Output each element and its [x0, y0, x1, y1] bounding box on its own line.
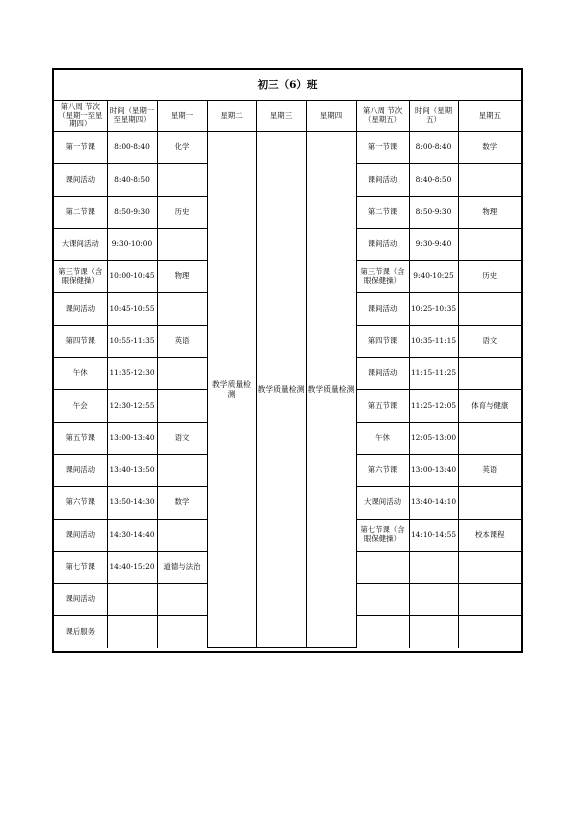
right-period-cell: 课间活动: [356, 293, 409, 325]
monday-cell: 化学: [157, 132, 207, 164]
friday-cell: [458, 228, 521, 260]
left-time-cell: 10:00-10:45: [107, 261, 157, 293]
left-period-cell: 第二节课: [54, 196, 107, 228]
right-time-cell: 9:40-10:25: [409, 261, 458, 293]
friday-cell: [458, 584, 521, 616]
monday-cell: 道德与法治: [157, 551, 207, 583]
friday-cell: [458, 616, 521, 648]
left-time-cell: [107, 616, 157, 648]
right-period-cell: 课间活动: [356, 358, 409, 390]
monday-cell: [157, 454, 207, 486]
timetable: [54, 70, 521, 648]
friday-cell: [458, 422, 521, 454]
right-period-cell: [356, 616, 409, 648]
right-period-cell: 第二节课: [356, 196, 409, 228]
friday-cell: [458, 164, 521, 196]
friday-cell: [458, 487, 521, 519]
left-period-cell: 课间活动: [54, 293, 107, 325]
header-left-period: 第八周 节次（星期一至星期四）: [54, 101, 107, 132]
left-time-cell: 13:00-13:40: [107, 422, 157, 454]
monday-cell: [157, 519, 207, 551]
monday-cell: 物理: [157, 261, 207, 293]
monday-cell: [157, 228, 207, 260]
left-period-cell: 第五节课: [54, 422, 107, 454]
merged-tue-cell: 教学质量检测: [207, 132, 256, 648]
left-period-cell: 课间活动: [54, 164, 107, 196]
left-time-cell: 11:35-12:30: [107, 358, 157, 390]
left-time-cell: 10:55-11:35: [107, 325, 157, 357]
left-period-cell: 第四节课: [54, 325, 107, 357]
left-period-cell: 课间活动: [54, 519, 107, 551]
left-time-cell: 14:40-15:20: [107, 551, 157, 583]
right-period-cell: 第四节课: [356, 325, 409, 357]
right-time-cell: 8:50-9:30: [409, 196, 458, 228]
monday-cell: [157, 390, 207, 422]
left-time-cell: [107, 584, 157, 616]
left-time-cell: 9:30-10:00: [107, 228, 157, 260]
right-time-cell: 8:00-8:40: [409, 132, 458, 164]
monday-cell: [157, 164, 207, 196]
right-period-cell: [356, 551, 409, 583]
friday-cell: [458, 358, 521, 390]
right-period-cell: 午休: [356, 422, 409, 454]
right-time-cell: 10:35-11:15: [409, 325, 458, 357]
monday-cell: 英语: [157, 325, 207, 357]
right-time-cell: 10:25-10:35: [409, 293, 458, 325]
monday-cell: [157, 358, 207, 390]
header-right-time: 时间（星期五）: [409, 101, 458, 132]
right-time-cell: 11:15-11:25: [409, 358, 458, 390]
friday-cell: 英语: [458, 454, 521, 486]
right-period-cell: 第七节课（含眼保健操）: [356, 519, 409, 551]
left-period-cell: 午休: [54, 358, 107, 390]
monday-cell: 数学: [157, 487, 207, 519]
header-thursday: 星期四: [306, 101, 356, 132]
right-time-cell: [409, 616, 458, 648]
right-time-cell: 12:05-13:00: [409, 422, 458, 454]
monday-cell: [157, 616, 207, 648]
header-left-time: 时间（星期一至星期四）: [107, 101, 157, 132]
monday-cell: [157, 584, 207, 616]
right-time-cell: 11:25-12:05: [409, 390, 458, 422]
left-time-cell: 8:40-8:50: [107, 164, 157, 196]
right-period-cell: 第五节课: [356, 390, 409, 422]
left-time-cell: 14:30-14:40: [107, 519, 157, 551]
left-time-cell: 8:00-8:40: [107, 132, 157, 164]
header-monday: 星期一: [157, 101, 207, 132]
header-right-period: 第八周 节次（星期五）: [356, 101, 409, 132]
left-period-cell: 课后服务: [54, 616, 107, 648]
friday-cell: 历史: [458, 261, 521, 293]
right-period-cell: 课间活动: [356, 164, 409, 196]
header-friday: 星期五: [458, 101, 521, 132]
merged-thu-cell: 教学质量检测: [306, 132, 356, 648]
right-period-cell: 第六节课: [356, 454, 409, 486]
right-time-cell: 13:40-14:10: [409, 487, 458, 519]
table-title: 初三（6）班: [54, 70, 521, 101]
friday-cell: 数学: [458, 132, 521, 164]
right-time-cell: 8:40-8:50: [409, 164, 458, 196]
left-period-cell: 第三节课（含眼保健操）: [54, 261, 107, 293]
friday-cell: 体育与健康: [458, 390, 521, 422]
left-period-cell: 午会: [54, 390, 107, 422]
left-period-cell: 大课间活动: [54, 228, 107, 260]
friday-cell: [458, 551, 521, 583]
friday-cell: 校本课程: [458, 519, 521, 551]
right-time-cell: [409, 551, 458, 583]
table-row: [54, 132, 521, 164]
left-time-cell: 13:50-14:30: [107, 487, 157, 519]
right-time-cell: 13:00-13:40: [409, 454, 458, 486]
left-period-cell: 第七节课: [54, 551, 107, 583]
left-time-cell: 10:45-10:55: [107, 293, 157, 325]
right-time-cell: 14:10-14:55: [409, 519, 458, 551]
monday-cell: [157, 293, 207, 325]
friday-cell: 物理: [458, 196, 521, 228]
monday-cell: 语文: [157, 422, 207, 454]
left-period-cell: 课间活动: [54, 584, 107, 616]
left-time-cell: 13:40-13:50: [107, 454, 157, 486]
header-row: [54, 101, 521, 132]
left-period-cell: 第一节课: [54, 132, 107, 164]
header-wednesday: 星期三: [256, 101, 306, 132]
right-time-cell: [409, 584, 458, 616]
timetable-sheet: [52, 68, 523, 653]
right-period-cell: [356, 584, 409, 616]
right-time-cell: 9:30-9:40: [409, 228, 458, 260]
merged-wed-cell: 教学质量检测: [256, 132, 306, 648]
right-period-cell: 课间活动: [356, 228, 409, 260]
friday-cell: 语文: [458, 325, 521, 357]
right-period-cell: 大课间活动: [356, 487, 409, 519]
left-period-cell: 第六节课: [54, 487, 107, 519]
right-period-cell: 第一节课: [356, 132, 409, 164]
monday-cell: 历史: [157, 196, 207, 228]
header-tuesday: 星期二: [207, 101, 256, 132]
left-period-cell: 课间活动: [54, 454, 107, 486]
left-time-cell: 12:30-12:55: [107, 390, 157, 422]
left-time-cell: 8:50-9:30: [107, 196, 157, 228]
right-period-cell: 第三节课（含眼保健操）: [356, 261, 409, 293]
friday-cell: [458, 293, 521, 325]
